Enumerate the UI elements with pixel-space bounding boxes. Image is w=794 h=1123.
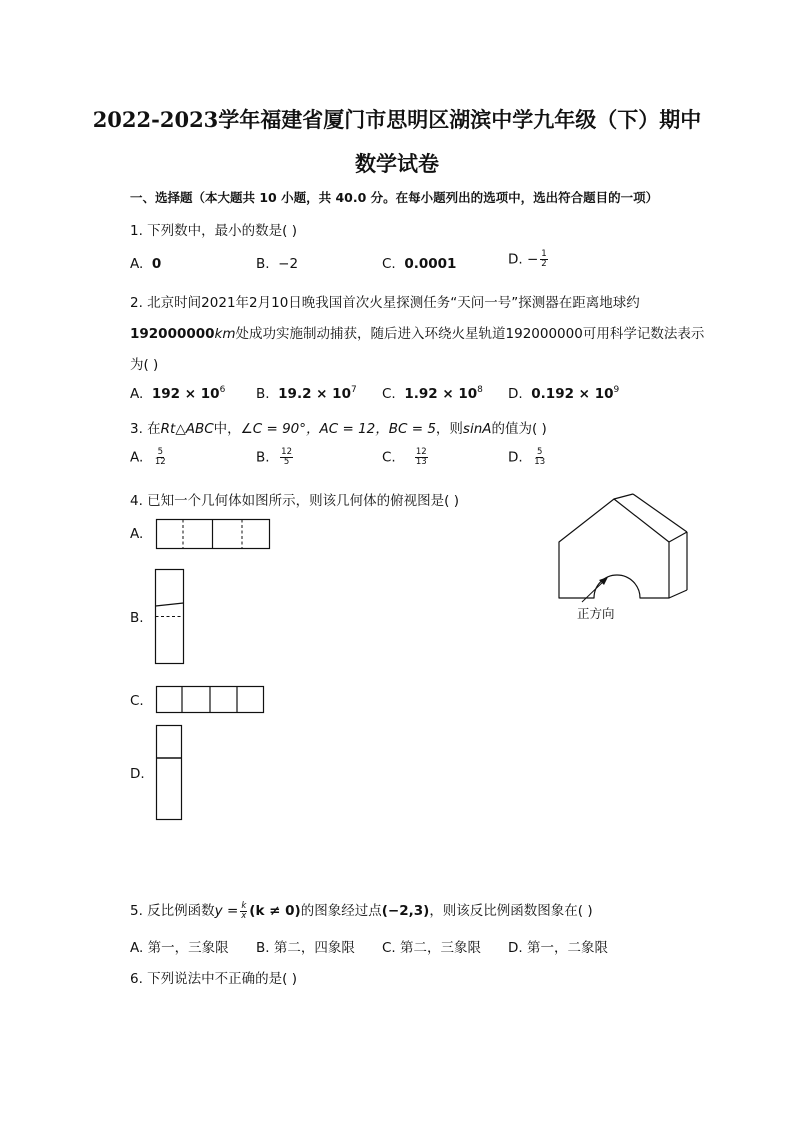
question-6-stem: 6. 下列说法中不正确的是( ) bbox=[130, 971, 297, 987]
q5-option-a: A. 第一，三象限 bbox=[130, 940, 229, 956]
q2-option-a: A. $192 \times 10^6$ bbox=[130, 385, 226, 402]
q3-option-d: D. $\frac{5}{13}$ bbox=[508, 447, 546, 467]
q5-option-d: D. 第一，二象限 bbox=[508, 940, 608, 956]
q1-option-c: C. 0.0001 bbox=[382, 256, 457, 272]
question-2-stem-line2: 192000000km处成功实施制动捕获，随后进入环绕火星轨道192000000可用科学记数法表示 bbox=[130, 326, 705, 342]
q4-solid-figure bbox=[556, 492, 690, 602]
q4-option-c-label: C. bbox=[130, 693, 144, 709]
q4-option-a-figure bbox=[156, 519, 270, 549]
q3-option-c: C. $\frac{12}{13}$ bbox=[382, 447, 427, 467]
q1-option-a: A. 0 bbox=[130, 256, 162, 272]
q4-option-c-figure bbox=[156, 686, 266, 714]
q4-option-d-figure bbox=[156, 725, 184, 821]
question-4-stem: 4. 已知一个几何体如图所示，则该几何体的俯视图是( ) bbox=[130, 493, 459, 509]
question-5-stem: 5. 反比例函数y = $\frac{k}{x}$ (k ≠ 0)的图象经过点(−2,3)，则该反比例函数图象在( ) bbox=[130, 900, 593, 921]
q4-option-d-label: D. bbox=[130, 766, 145, 782]
section-heading: 一、选择题（本大题共 10 小题，共 40.0 分。在每小题列出的选项中，选出符合题目的一项） bbox=[130, 190, 659, 205]
q5-option-b: B. 第二，四象限 bbox=[256, 940, 355, 956]
page-subtitle: 数学试卷 bbox=[355, 151, 439, 176]
q1-option-b: B. −2 bbox=[256, 256, 299, 272]
question-2-stem-line1: 2. 北京时间2021年2月10日晚我国首次火星探测任务“天问一号”探测器在距离地球约 bbox=[130, 295, 640, 311]
question-1-stem: 1. 下列数中，最小的数是( ) bbox=[130, 223, 297, 239]
q3-option-b: B. $\frac{12}{5}$ bbox=[256, 447, 292, 467]
q1-option-d: D. − $\frac{1}{2}$ bbox=[508, 249, 547, 269]
q2-option-c: C. $1.92 \times 10^8$ bbox=[382, 385, 483, 402]
q2-option-b: B. $19.2 \times 10^7$ bbox=[256, 385, 357, 402]
q2-option-d: D. $0.192 \times 10^9$ bbox=[508, 385, 620, 402]
question-3-stem: 3. 在Rt△ABC中，∠C = 90°，AC = 12，BC = 5，则sinA的值为( ) bbox=[130, 421, 547, 437]
q4-option-a-label: A. bbox=[130, 526, 144, 542]
question-2-stem-line3: 为( ) bbox=[130, 357, 159, 373]
q4-option-b-label: B. bbox=[130, 610, 144, 626]
q3-option-a: A. $\frac{5}{12}$ bbox=[130, 447, 166, 467]
q4-option-b-figure bbox=[155, 569, 185, 665]
q5-option-c: C. 第二，三象限 bbox=[382, 940, 482, 956]
figure-direction-label: 正方向 bbox=[577, 606, 615, 621]
page-title: 2022-2023学年福建省厦门市思明区湖滨中学九年级（下）期中 bbox=[92, 107, 702, 132]
